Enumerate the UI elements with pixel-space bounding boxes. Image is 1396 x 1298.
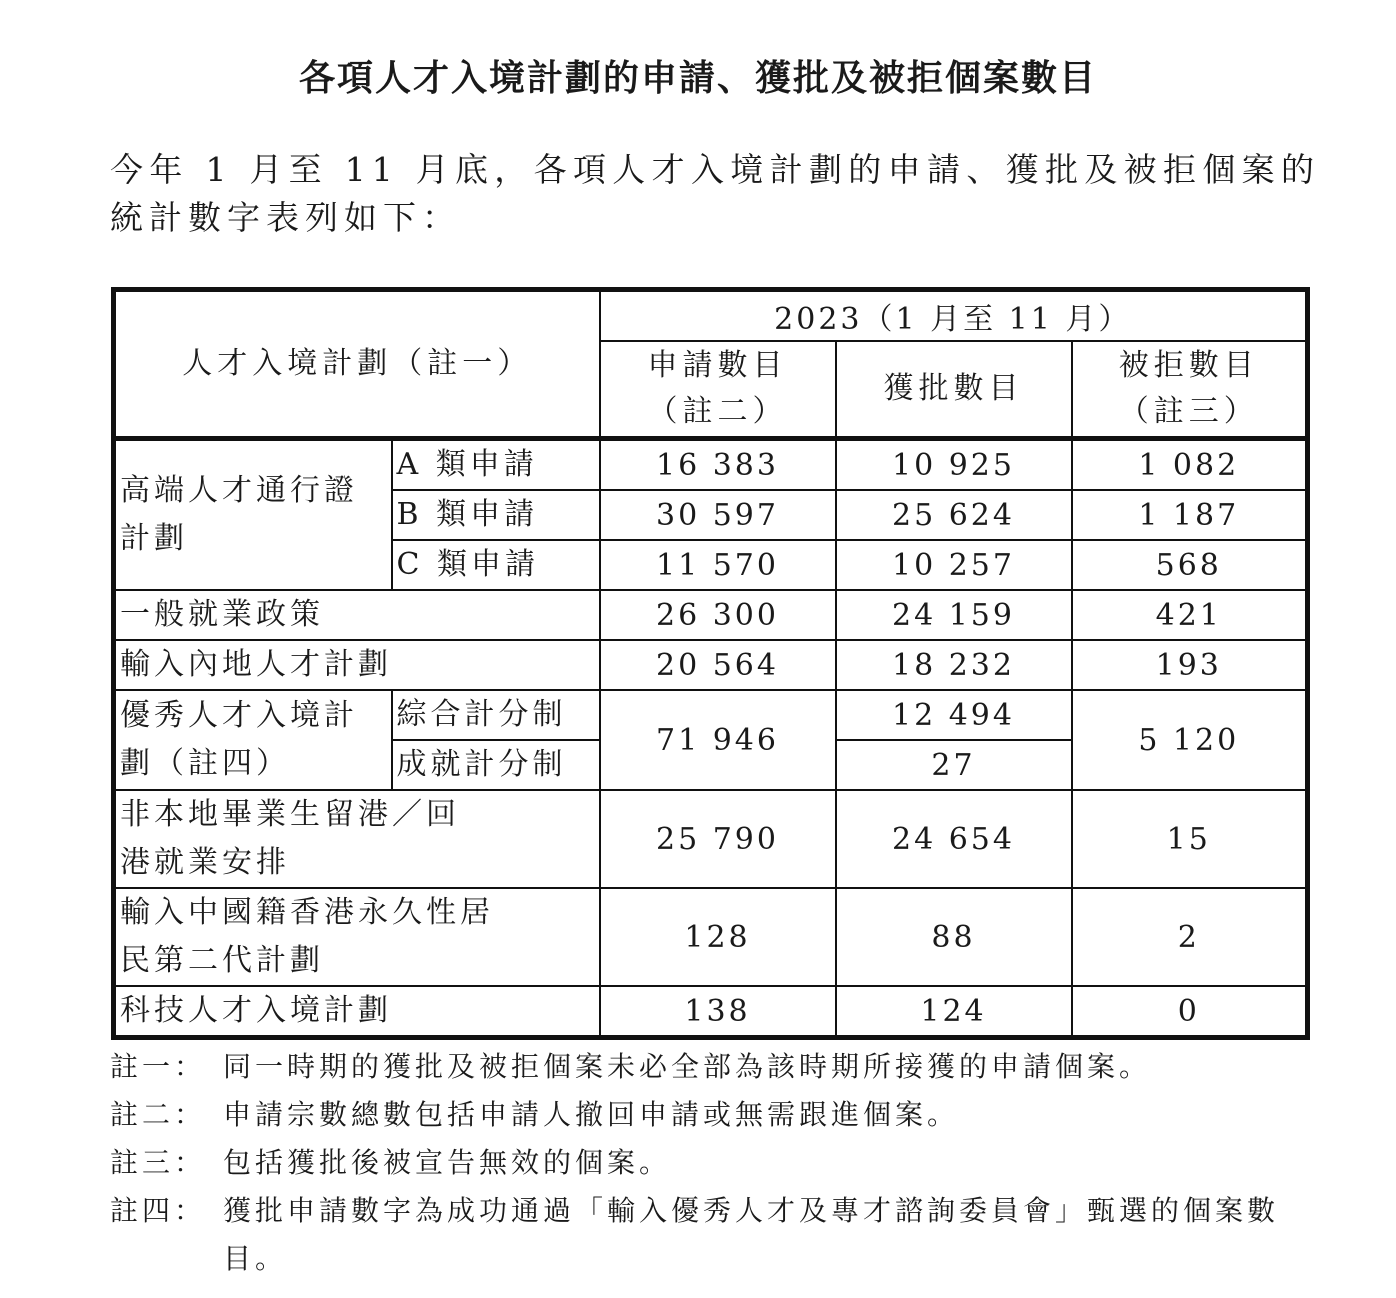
cell-approved: 27 <box>836 740 1072 790</box>
note-text: 申請宗數總數包括申請人撤回申請或無需跟進個案。 <box>223 1098 960 1131</box>
cell-approved: 12 494 <box>836 690 1072 740</box>
cell-applications: 16 383 <box>600 439 836 491</box>
header-scheme-label: 人才入境計劃（註一） <box>182 346 533 381</box>
cell-rejected: 15 <box>1072 790 1308 888</box>
note-item <box>110 1091 1310 1139</box>
cell-applications: 71 946 <box>600 690 836 790</box>
header-applications <box>600 341 836 439</box>
gep-label: 一般就業政策 <box>114 590 600 640</box>
cell-applications: 138 <box>600 986 836 1038</box>
cell-approved: 88 <box>836 888 1072 986</box>
cell-rejected: 2 <box>1072 888 1308 986</box>
ttps-category-c: C 類申請 <box>392 540 600 590</box>
header-rejected-label: 被拒數目 <box>1118 347 1259 383</box>
cell-approved: 10 257 <box>836 540 1072 590</box>
header-scheme <box>114 290 600 439</box>
cell-approved: 18 232 <box>836 640 1072 690</box>
ttps-category-a: A 類申請 <box>392 439 600 491</box>
header-applications-label: 申請數目 <box>647 347 788 383</box>
cell-approved: 124 <box>836 986 1072 1038</box>
qmas-category-achievement: 成就計分制 <box>392 740 600 790</box>
note-text: 包括獲批後被宣告無效的個案。 <box>223 1146 672 1179</box>
cell-applications: 128 <box>600 888 836 986</box>
intro-paragraph: 今年 1 月至 11 月底，各項人才入境計劃的申請、獲批及被拒個案的統計數字表列如下： <box>110 150 1320 237</box>
note-item <box>110 1187 1310 1283</box>
qmas-category-general: 綜合計分制 <box>392 690 600 740</box>
note-text: 同一時期的獲批及被拒個案未必全部為該時期所接獲的申請個案。 <box>223 1050 1152 1083</box>
asmtp-label: 輸入內地人才計劃 <box>114 640 600 690</box>
note-item <box>110 1043 1310 1091</box>
header-applications-note: （註二） <box>647 393 788 429</box>
cell-applications: 11 570 <box>600 540 836 590</box>
cell-rejected: 568 <box>1072 540 1308 590</box>
cell-rejected: 421 <box>1072 590 1308 640</box>
cell-applications: 25 790 <box>600 790 836 888</box>
cell-rejected: 1 187 <box>1072 490 1308 540</box>
header-rejected <box>1072 341 1308 439</box>
qmas-label: 優秀人才入境計劃（註四） <box>114 690 392 790</box>
ircc-label: 輸入中國籍香港永久性居民第二代計劃 <box>114 888 600 986</box>
document-title: 各項人才入境計劃的申請、獲批及被拒個案數目 <box>298 58 1097 99</box>
note-label: 註二： <box>110 1098 207 1131</box>
cell-rejected: 193 <box>1072 640 1308 690</box>
cell-rejected: 1 082 <box>1072 439 1308 491</box>
table-row <box>114 790 1308 888</box>
techtas-label: 科技人才入境計劃 <box>114 986 600 1038</box>
cell-approved: 24 654 <box>836 790 1072 888</box>
cell-approved: 25 624 <box>836 490 1072 540</box>
notes-section <box>110 1043 1310 1283</box>
table-row <box>114 690 1308 740</box>
note-label: 註三： <box>110 1146 207 1179</box>
header-approved: 獲批數目 <box>836 341 1072 439</box>
ttps-label: 高端人才通行證計劃 <box>114 439 392 591</box>
note-label: 註一： <box>110 1050 207 1083</box>
cell-rejected: 5 120 <box>1072 690 1308 790</box>
cell-approved: 10 925 <box>836 439 1072 491</box>
statistics-table <box>111 287 1310 1040</box>
cell-applications: 26 300 <box>600 590 836 640</box>
irnhg-label: 非本地畢業生留港／回港就業安排 <box>114 790 600 888</box>
table-row <box>114 986 1308 1038</box>
cell-rejected: 0 <box>1072 986 1308 1038</box>
table-row <box>114 888 1308 986</box>
note-text: 獲批申請數字為成功通過「輸入優秀人才及專才諮詢委員會」甄選的個案數目。 <box>223 1194 1280 1275</box>
table-row <box>114 640 1308 690</box>
cell-approved: 24 159 <box>836 590 1072 640</box>
header-period: 2023（1 月至 11 月） <box>600 290 1308 341</box>
cell-applications: 20 564 <box>600 640 836 690</box>
note-item <box>110 1139 1310 1187</box>
note-label: 註四： <box>110 1194 207 1227</box>
table-row <box>114 439 1308 491</box>
ttps-category-b: B 類申請 <box>392 490 600 540</box>
table-row <box>114 590 1308 640</box>
cell-applications: 30 597 <box>600 490 836 540</box>
header-rejected-note: （註三） <box>1118 393 1259 429</box>
